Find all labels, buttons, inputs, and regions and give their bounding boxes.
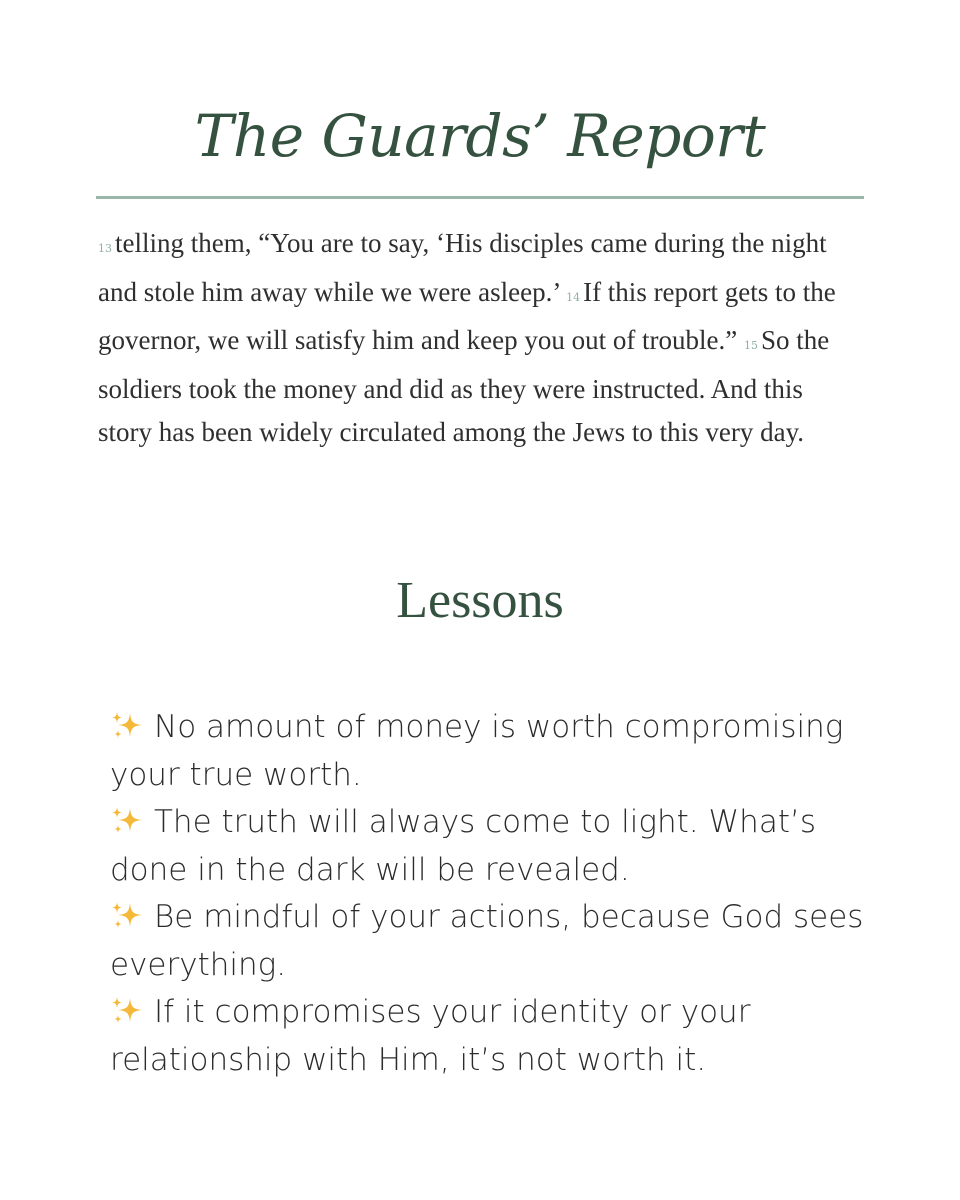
sparkles-icon	[110, 711, 146, 741]
verse-text: If this report gets to the governor, we will satisfy him and keep you out of trouble.”	[98, 276, 836, 355]
lessons-heading: Lessons	[396, 572, 564, 629]
lesson-item	[110, 799, 890, 894]
lesson-item	[110, 704, 890, 799]
lesson-item	[110, 989, 890, 1084]
lesson-text: Be mindful of your actions, because God sees everything.	[110, 899, 864, 983]
title-divider	[96, 196, 864, 199]
lesson-text: No amount of money is worth compromising your true worth.	[110, 709, 844, 793]
lessons-list	[110, 704, 890, 1084]
verse-number: 14	[566, 290, 581, 304]
lesson-text: If it compromises your identity or your relationship with Him, it’s not worth it.	[110, 994, 751, 1078]
sparkles-icon	[110, 806, 146, 836]
sparkles-icon	[110, 901, 146, 931]
lesson-item	[110, 894, 890, 989]
sparkles-icon	[110, 996, 146, 1026]
verse-text: telling them, “You are to say, ‘His disciples came during the night and stole him away while we were asleep.’	[98, 228, 827, 307]
lesson-text: The truth will always come to light. What’s done in the dark will be revealed.	[110, 804, 816, 888]
verse-number: 15	[744, 339, 759, 352]
verse-text: So the soldiers took the money and did as they were instructed. And this story has been widely circulated among the Jews to this very day.	[98, 325, 830, 447]
page-title: The Guards’ Report	[194, 102, 766, 170]
verse-number: 13	[98, 242, 112, 255]
scripture-passage	[98, 222, 858, 455]
